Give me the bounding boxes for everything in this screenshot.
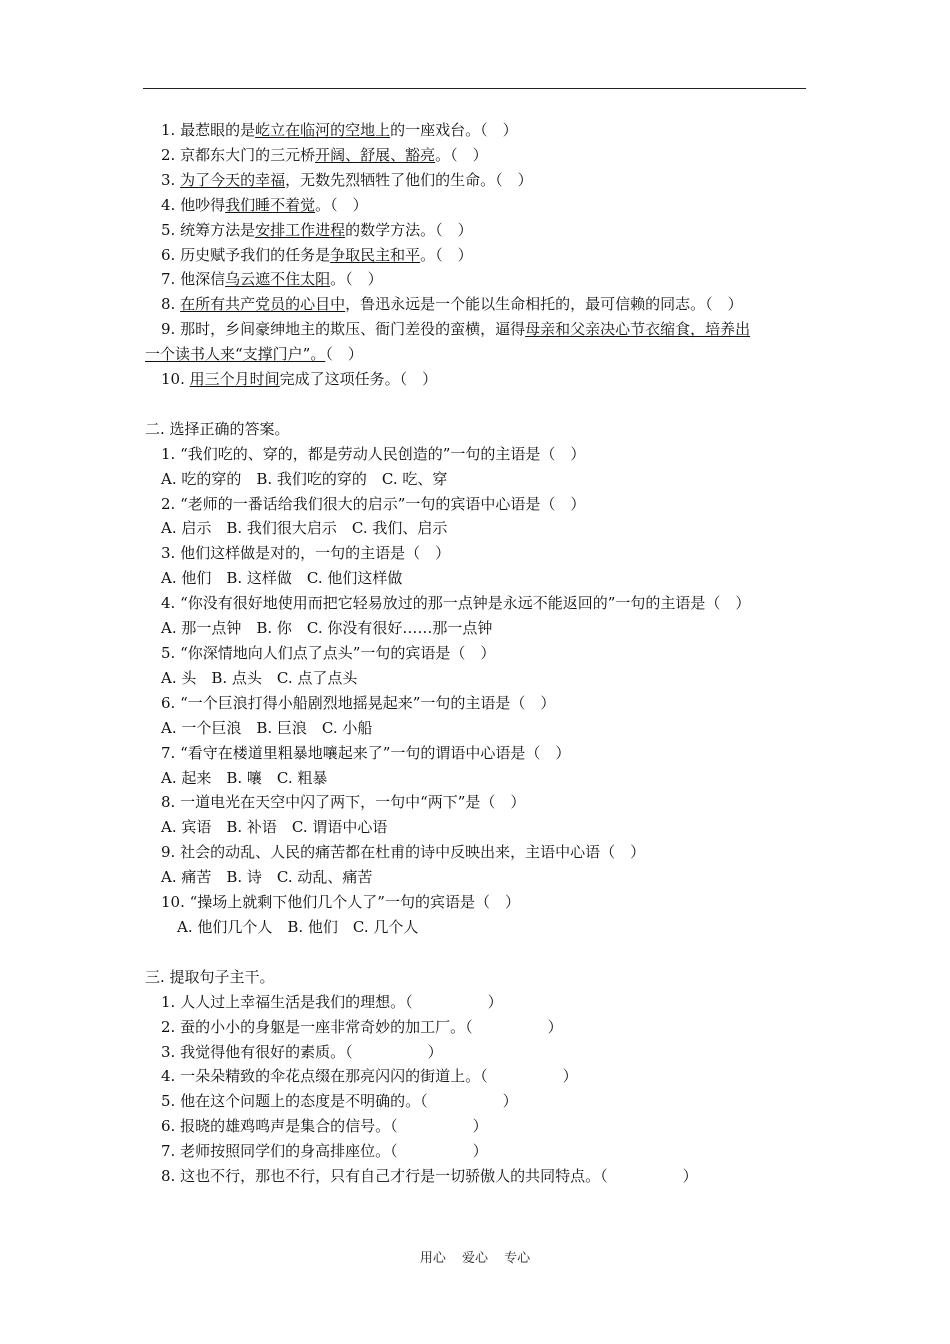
part2-options-4: A. 那一点钟 B. 你 C. 你没有很好……那一点钟 [161,619,493,638]
part2-options-6: A. 一个巨浪 B. 巨浪 C. 小船 [161,718,373,737]
part2-options-2: A. 启示 B. 我们很大启示 C. 我们、启示 [161,519,448,538]
part1-item-4: 4. 他吵得我们睡不着觉。（ ） [161,195,368,214]
part2-question-7: 7. “看守在楼道里粗暴地嚷起来了”一句的谓语中心语是（ ） [161,743,571,762]
part2-options-1: A. 吃的穿的 B. 我们吃的穿的 C. 吃、穿 [161,469,448,488]
part2-question-1: 1. “我们吃的、穿的，都是劳动人民创造的”一句的主语是（ ） [161,444,586,463]
part3-item-3: 3. 我觉得他有很好的素质。（ ） [161,1042,443,1061]
part2-question-4: 4. “你没有很好地使用而把它轻易放过的那一点钟是永远不能返回的”一句的主语是（ ） [161,594,751,613]
footer-word-2: 爱心 [461,1251,488,1266]
header-rule [143,88,806,89]
part2-options-9: A. 痛苦 B. 诗 C. 动乱、痛苦 [161,868,373,887]
part3-item-7: 7. 老师按照同学们的身高排座位。（ ） [161,1142,488,1161]
page-footer [0,1247,950,1266]
part1-item-9: 9. 那时，乡间豪绅地主的欺压、衙门差役的蛮横，逼得母亲和父亲决心节衣缩食，培养出 [161,320,751,339]
part3-item-8: 8. 这也不行，那也不行，只有自己才行是一切骄傲人的共同特点。（ ） [161,1167,698,1186]
part2-options-3: A. 他们 B. 这样做 C. 他们这样做 [161,569,403,588]
part2-question-8: 8. 一道电光在天空中闪了两下，一句中“两下”是（ ） [161,793,526,812]
part2-question-2: 2. “老师的一番话给我们很大的启示”一句的宾语中心语是（ ） [161,494,586,513]
part3-item-2: 2. 蚕的小小的身躯是一座非常奇妙的加工厂。（ ） [161,1017,563,1036]
part2-question-10: 10. “操场上就剩下他们几个人了”一句的宾语是（ ） [161,893,520,912]
part2-options-8: A. 宾语 B. 补语 C. 谓语中心语 [161,818,388,837]
part2-question-6: 6. “一个巨浪打得小船剧烈地摇晃起来”一句的主语是（ ） [161,693,556,712]
part1-item-5: 5. 统筹方法是安排工作进程的数学方法。（ ） [161,220,473,239]
part2-question-9: 9. 社会的动乱、人民的痛苦都在杜甫的诗中反映出来，主语中心语（ ） [161,843,646,862]
part2-question-5: 5. “你深情地向人们点了点头”一句的宾语是（ ） [161,644,496,663]
part1-item-6: 6. 历史赋予我们的任务是争取民主和平。（ ） [161,245,473,264]
part3-item-6: 6. 报晓的雄鸡鸣声是集合的信号。（ ） [161,1117,488,1136]
part2-options-7: A. 起来 B. 嚷 C. 粗暴 [161,768,328,787]
part2-question-3: 3. 他们这样做是对的，一句的主语是（ ） [161,544,451,563]
part1-item-7: 7. 他深信乌云遮不住太阳。（ ） [161,270,383,289]
footer-word-3: 专心 [504,1251,531,1266]
part3-item-4: 4. 一朵朵精致的伞花点缀在那亮闪闪的街道上。（ ） [161,1067,578,1086]
part3-item-1: 1. 人人过上幸福生活是我们的理想。（ ） [161,992,503,1011]
part1-item-2: 2. 京都东大门的三元桥开阔、舒展、豁亮。（ ） [161,145,488,164]
part1-item-9-cont: 一个读书人来“支撑门户”。（ ） [145,345,363,364]
part1-item-3: 3. 为了今天的幸福，无数先烈牺牲了他们的生命。（ ） [161,170,533,189]
worksheet-body [145,118,807,1189]
part2-options-5: A. 头 B. 点头 C. 点了点头 [161,668,358,687]
part2-title: 二. 选择正确的答案。 [145,419,290,438]
part2-options-10: A. 他们几个人 B. 他们 C. 几个人 [177,917,419,936]
footer-word-1: 用心 [419,1251,446,1266]
part3-item-5: 5. 他在这个问题上的态度是不明确的。（ ） [161,1092,518,1111]
part1-item-10: 10. 用三个月时间完成了这项任务。（ ） [161,370,438,389]
part1-item-8: 8. 在所有共产党员的心目中，鲁迅永远是一个能以生命相托的，最可信赖的同志。（ ） [161,295,743,314]
part1-item-1: 1. 最惹眼的是屹立在临河的空地上的一座戏台。（ ） [161,121,518,139]
part3-title: 三. 提取句子主干。 [145,967,275,986]
